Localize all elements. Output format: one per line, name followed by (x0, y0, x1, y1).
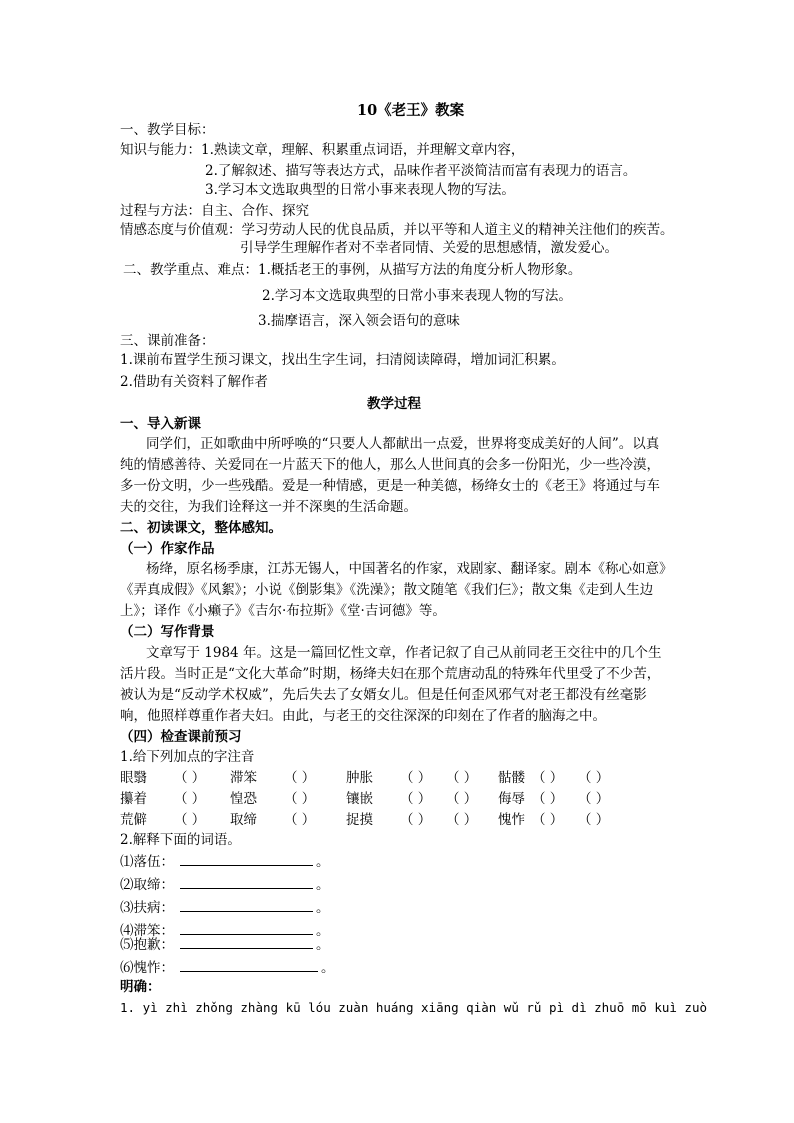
author-text: 《弄真成假》《风絮》；小说《倒影集》《洗澡》；散文随笔《我们仨》；散文集《走到人生边 (120, 582, 654, 598)
background-text: 文章写于 1984 年。这是一篇回忆性文章，作者记叙了自己从前同老王交往中的几个生 (146, 645, 662, 661)
objective-line: 3.学习本文选取典型的日常小事来表现人物的写法。 (205, 182, 515, 198)
question-2: 2.解释下面的词语。 (120, 832, 241, 848)
blank: （ ） (174, 791, 206, 807)
blank: （ ） (578, 791, 610, 807)
section-objectives-heading: 一、教学目标： (120, 122, 215, 138)
answer-blank[interactable] (180, 935, 313, 949)
period: 。 (316, 923, 330, 939)
intro-heading: 一、导入新课 (120, 416, 201, 432)
intro-text: 多一份文明，少一些残酷。爱是一种情感，更是一种美德，杨绛女士的《老王》将通过与车 (120, 478, 660, 494)
background-text: 被认为是“反动学术权威”，先后失去了女婿女儿。但是任何歪风邪气对老王都没有丝毫影 (120, 687, 647, 703)
section-keypoints-line: 3.揣摩语言，深入领会语句的意味 (258, 313, 460, 329)
word: 骷髅 (498, 770, 525, 786)
answer-blank[interactable] (180, 852, 313, 866)
word: 荒僻 (120, 812, 147, 828)
definition-term: ⑶扶病： (120, 900, 174, 916)
pinyin-row (120, 810, 609, 830)
pinyin-row (120, 789, 609, 809)
period: 。 (316, 937, 330, 953)
word: 肿胀 (346, 770, 373, 786)
blank: （ ） (578, 770, 610, 786)
definition-term: ⑵取缔： (120, 877, 174, 893)
section-prep-heading: 三、课前准备： (120, 333, 215, 349)
definition-item (120, 935, 330, 955)
intro-text: 夫的交往，为我们诠释这一并不深奥的生活命题。 (120, 499, 417, 515)
period: 。 (316, 877, 330, 893)
word: 愧怍 (498, 812, 525, 828)
word: 攥着 (120, 791, 147, 807)
word: 惶恐 (230, 791, 257, 807)
answer-blank[interactable] (180, 875, 313, 889)
blank: （ ） (400, 791, 432, 807)
blank: （ ） (446, 812, 478, 828)
definition-term: ⑷滞笨： (120, 923, 174, 939)
pinyin-row (120, 768, 609, 788)
blank: （ ） (400, 812, 432, 828)
objective-line: 2.了解叙述、描写等表达方式，品味作者平淡简洁而富有表现力的语言。 (205, 163, 637, 179)
prep-line: 2.借助有关资料了解作者 (120, 374, 268, 390)
answer-blank[interactable] (180, 958, 318, 972)
author-heading: （一）作家作品 (120, 541, 215, 557)
period: 。 (321, 960, 335, 976)
prep-line: 1.课前布置学生预习课文，找出生字生词，扫清阅读障碍，增加词汇积累。 (120, 352, 565, 368)
objective-line: 情感态度与价值观：学习劳动人民的优良品质，并以平等和人道主义的精神关注他们的疾苦。 (120, 222, 674, 238)
background-text: 活片段。当时正是“文化大革命”时期，杨绛夫妇在那个荒唐动乱的特殊年代里受了不少苦， (120, 666, 661, 682)
process-title: 教学过程 (367, 396, 421, 412)
objective-line: 过程与方法：自主、合作、探究 (120, 203, 309, 219)
intro-text: 纯的情感善待、关爱同在一片蓝天下的他人，那么人世间真的会多一份阳光，少一些冷漠， (120, 457, 660, 473)
blank: （ ） (532, 791, 564, 807)
definition-term: ⑸抱歉： (120, 937, 174, 953)
blank: （ ） (532, 812, 564, 828)
background-heading: （二）写作背景 (120, 624, 215, 640)
blank: （ ） (446, 791, 478, 807)
word: 侮辱 (498, 791, 525, 807)
word: 滞笨 (230, 770, 257, 786)
section-keypoints-line: 2.学习本文选取典型的日常小事来表现人物的写法。 (262, 288, 572, 304)
blank: （ ） (532, 770, 564, 786)
blank: （ ） (578, 812, 610, 828)
blank: （ ） (284, 812, 316, 828)
section-keypoints-line: 二、教学重点、难点：1.概括老王的事例，从描写方法的角度分析人物形象。 (123, 262, 582, 278)
blank: （ ） (284, 791, 316, 807)
blank: （ ） (174, 812, 206, 828)
period: 。 (316, 854, 330, 870)
background-text: 响，他照样尊重作者夫妇。由此，与老王的交往深深的印刻在了作者的脑海之中。 (120, 708, 606, 724)
doc-title: 10《老王》教案 (357, 102, 465, 119)
word: 眼翳 (120, 770, 147, 786)
word: 取缔 (230, 812, 257, 828)
objective-line: 知识与能力：1.熟读文章，理解、积累重点词语，并理解文章内容， (120, 142, 525, 158)
preview-check-heading: （四）检查课前预习 (120, 729, 242, 745)
word: 镶嵌 (346, 791, 373, 807)
definition-item (120, 875, 330, 895)
definition-item (120, 898, 330, 918)
definition-item (120, 852, 330, 872)
blank: （ ） (446, 770, 478, 786)
objective-line: 引导学生理解作者对不幸者同情、关爱的思想感情，激发爱心。 (240, 240, 618, 256)
definition-term: ⑹愧怍： (120, 960, 174, 976)
blank: （ ） (284, 770, 316, 786)
blank: （ ） (174, 770, 206, 786)
answer-blank[interactable] (180, 898, 313, 912)
reading-heading: 二、初读课文，整体感知。 (120, 520, 282, 536)
question-1: 1.给下列加点的字注音 (120, 749, 255, 765)
answer-blank[interactable] (180, 921, 313, 935)
period: 。 (316, 900, 330, 916)
definition-term: ⑴落伍： (120, 854, 174, 870)
definition-item (120, 958, 335, 978)
intro-text: 同学们，正如歌曲中所呼唤的“只要人人都献出一点爱，世界将变成美好的人间”。以真 (146, 436, 660, 452)
answer-heading: 明确： (120, 979, 161, 995)
word: 捉摸 (346, 812, 373, 828)
author-text: 杨绛，原名杨季康，江苏无锡人，中国著名的作家，戏剧家、翻译家。剧本《称心如意》 (146, 561, 673, 577)
blank: （ ） (400, 770, 432, 786)
pinyin-answers: 1. yì zhì zhǒng zhàng kū lóu zuàn huáng xiāng qiàn wǔ rǔ pì dì zhuō mō kuì zuò (120, 1000, 707, 1015)
author-text: 上》；译作《小癞子》《吉尔·布拉斯》《堂·吉诃德》等。 (120, 603, 446, 619)
